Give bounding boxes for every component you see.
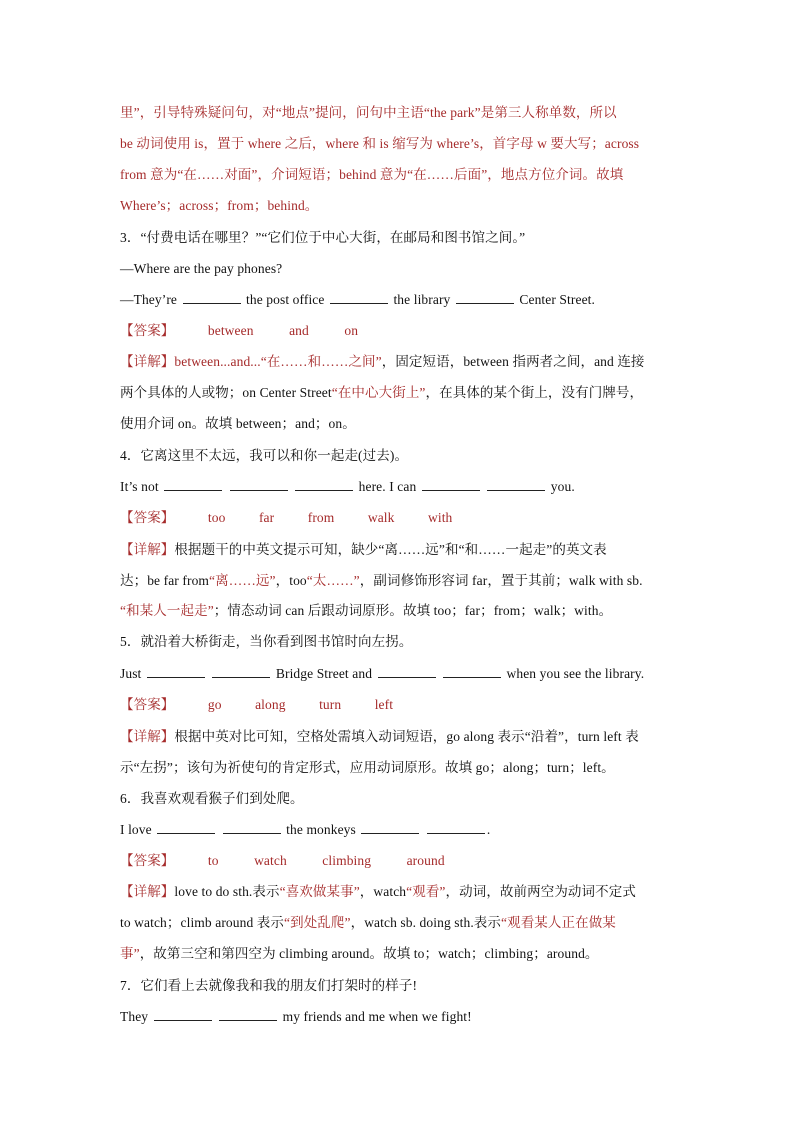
answer-word: around [406, 853, 445, 868]
answer-word: watch [254, 853, 287, 868]
q6-explanation-line-1: 【详解】love to do sth.表示“喜欢做某事”，watch“观看”，动词，故前两空为动词不定式 [120, 884, 636, 899]
q3-line1: —Where are the pay phones? [120, 261, 283, 276]
q5-line1: Just Bridge Street and when you see the library. [120, 666, 645, 681]
answer-word: climbing [322, 853, 372, 868]
blank [183, 290, 241, 304]
answer-word: along [255, 697, 286, 712]
answer-label: 【答案】 [120, 323, 175, 338]
answer-word: left [374, 697, 394, 712]
q5-answer [120, 695, 680, 715]
blank [456, 290, 514, 304]
q5-explanation-line-2: 示“左拐”；该句为祈使句的肯定形式，应用动词原形。故填 go；along；turn；left。 [120, 760, 615, 775]
blank [219, 1007, 277, 1021]
answer-word: too [207, 510, 226, 525]
q4-explanation-line-3: “和某人一起走”；情态动词 can 后跟动词原形。故填 too；far；from；walk；with。 [120, 603, 613, 618]
answer-word: turn [319, 697, 342, 712]
blank [212, 664, 270, 678]
blank [147, 664, 205, 678]
blank [427, 820, 485, 834]
answer-word: between [207, 323, 254, 338]
q3-explanation-line-3: 使用介词 on。故填 between；and；on。 [120, 416, 356, 431]
blank [487, 477, 545, 491]
answer-word: to [207, 853, 219, 868]
answer-label: 【答案】 [120, 853, 175, 868]
answer-word: go [207, 697, 222, 712]
blank [230, 477, 288, 491]
q6-explanation-line-3: 事”，故第三空和第四空为 climbing around。故填 to；watch；climbing；around。 [120, 946, 599, 961]
q7-line1: They my friends and me when we fight! [120, 1009, 472, 1024]
explanation-continuation-line-4: Where’s；across；from；behind。 [120, 198, 319, 213]
q3-explanation-line-2: 两个具体的人或物；on Center Street“在中心大街上”，在具体的某个街上，没有门牌号， [120, 385, 644, 400]
explanation-continuation-line-1: 里”，引导特殊疑问句，对“地点”提问，问句中主语“the park”是第三人称单数，所以 [120, 105, 617, 120]
q6-explanation-line-2: to watch；climb around 表示“到处乱爬”，watch sb. doing sth.表示“观看某人正在做某 [120, 915, 616, 930]
blank [422, 477, 480, 491]
q4-answer [120, 508, 680, 528]
q3-stem: 3．“付费电话在哪里？”“它们位于中心大街，在邮局和图书馆之间。” [120, 230, 526, 245]
blank [223, 820, 281, 834]
q6-answer [120, 851, 680, 871]
q4-line1: It’s not here. I can you. [120, 479, 575, 494]
blank [443, 664, 501, 678]
q6-line1: I love the monkeys . [120, 822, 491, 837]
q6-stem: 6．我喜欢观看猴子们到处爬。 [120, 791, 304, 806]
q5-stem: 5．就沿着大桥街走，当你看到图书馆时向左拐。 [120, 634, 413, 649]
answer-word: from [307, 510, 335, 525]
answer-label: 【答案】 [120, 510, 175, 525]
blank [154, 1007, 212, 1021]
answer-word: far [258, 510, 275, 525]
q7-stem: 7．它们看上去就像我和我的朋友们打架时的样子! [120, 978, 418, 993]
answer-word: with [428, 510, 453, 525]
blank [157, 820, 215, 834]
q3-explanation-line-1: 【详解】between...and...“在……和……之间”，固定短语，between 指两者之间，and 连接 [120, 354, 645, 369]
q4-explanation-line-1: 【详解】根据题干的中英文提示可知，缺少“离……远”和“和……一起走”的英文表 [120, 542, 607, 557]
q3-line2: —They’re the post office the library Center Street. [120, 292, 595, 307]
blank [295, 477, 353, 491]
blank [164, 477, 222, 491]
answer-word: on [344, 323, 359, 338]
explanation-continuation-line-2: be 动词使用 is，置于 where 之后，where 和 is 缩写为 where’s，首字母 w 要大写；across [120, 136, 640, 151]
q3-answer [120, 321, 680, 341]
answer-label: 【答案】 [120, 697, 175, 712]
answer-word: walk [367, 510, 395, 525]
blank [361, 820, 419, 834]
q5-explanation-line-1: 【详解】根据中英对比可知，空格处需填入动词短语，go along 表示“沿着”，turn left 表 [120, 729, 639, 744]
blank [330, 290, 388, 304]
explanation-continuation-line-3: from 意为“在……对面”，介词短语；behind 意为“在……后面”，地点方位介词。故填 [120, 167, 624, 182]
blank [378, 664, 436, 678]
answer-word: and [289, 323, 309, 338]
q4-stem: 4．它离这里不太远，我可以和你一起走(过去)。 [120, 448, 409, 463]
q4-explanation-line-2: 达；be far from“离……远”，too“太……”，副词修饰形容词 far，置于其前；walk with sb. [120, 573, 643, 588]
